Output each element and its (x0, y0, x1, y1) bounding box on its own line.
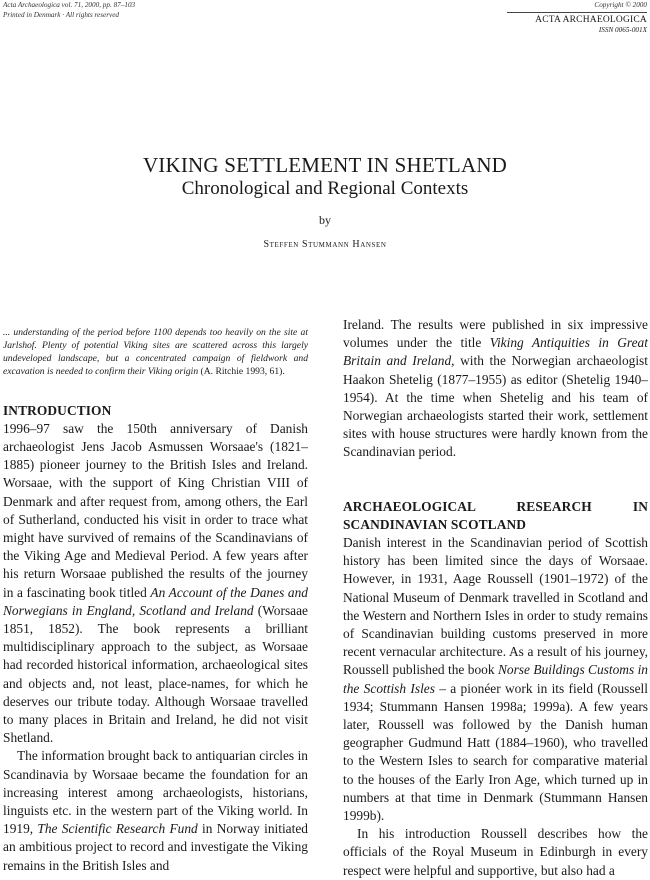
book-title: An Account of the Danes and Norwegians in England, Scotland and Ireland (3, 584, 308, 618)
journal-name: ACTA ARCHAEOLOGICA (535, 15, 647, 25)
running-header-right (507, 0, 647, 35)
paragraph-text: Ireland. The results were published in six impressive volumes under the title (343, 317, 648, 351)
paragraph-text: (Worsaae 1851, 1852). The book represents a brilliant multidisciplinary approach to the subject, as Worsaae had recorded historical information, archaeological sites and objects and, not least, place-names, for which he deserves our tribute today. Although Worsaae travelled to many places in Britain and Ireland, he did not visit Shetland. (3, 602, 308, 746)
book-title: Norse Buildings Customs in the Scottish Isles (343, 662, 649, 696)
copyright-notice: Copyright © 2000 (594, 1, 647, 9)
paragraph-text: 1996–97 saw the 150th anniversary of Danish archaeologist Jens Jacob Asmussen Worsaae's (1821–1885) pioneer journey to the British Isles and Ireland. Worsaae, with the support of King Christian VIII of Denmark and after request from, among others, the Earl of Sutherland, conducted his visit in order to trace what might have survived of remains of the Scandinavians of the Viking Age and Medieval Period. A few years after his return Worsaae published the results of the journey in a fascinating book titled (3, 420, 308, 600)
paragraph-text: The information brought back to antiquarian circles in Scandinavia by Worsaae became the foundation for an increasing interest among archaeologists, historians, linguists etc. in the western part of the Viking world. In 1919, (3, 748, 308, 837)
epigraph (3, 326, 308, 378)
journal-citation: Acta Archaeologica vol. 71, 2000, pp. 87–103 (3, 1, 136, 9)
paragraph (3, 747, 308, 874)
section-heading-archaeological-research: ARCHAEOLOGICAL RESEARCH IN SCANDINAVIAN SCOTLAND (343, 498, 648, 532)
author-name: Steffen Stummann Hansen (263, 239, 387, 250)
paragraph-text: – a pionéer work in its field (Roussell 1934; Stummann Hansen 1998a; 1999a). A few years later, Roussell was followed by the Danish human geographer Gudmund Hatt (1884–1960), who travelled to the Western Isles to search for comparative material to the houses of the Early Iron Age, which turned up in numbers at that time in Denmark (Stummann Hansen 1999b). (343, 680, 648, 824)
paragraph-text: , with the Norwegian archaeologist Haakon Shetelig (1877–1955) as editor (Shetelig 1940–1954). At the time when Shetelig and his team of Norwegian archaeologists started their work, settlement sites with house structures were hardly known from the Scandinavian period. (343, 353, 648, 460)
section-spacer (343, 462, 648, 498)
issn: ISSN 0065-001X (598, 26, 647, 34)
running-header-left (3, 0, 303, 20)
left-column (3, 316, 308, 875)
paragraph (343, 316, 648, 462)
paragraph (343, 534, 648, 825)
paragraph (3, 420, 308, 748)
paragraph-text: in Norway initiated an ambitious project to record and investigate the Viking remains in the British Isles and (3, 821, 308, 873)
section-heading-introduction: INTRODUCTION (3, 402, 112, 418)
title-block (0, 152, 650, 251)
byline-by: by (319, 213, 331, 227)
header-rule (507, 12, 647, 13)
paragraph-text: Danish interest in the Scandinavian period of Scottish history has been limited since the days of Worsaae. However, in 1931, Aage Roussell (1901–1972) of the National Museum of Denmark travelled in Scotland and the Western and Northern Isles in order to study remains of Scandinavian building customs preserved in more recent vernacular architecture. As a result of his journey, Roussell published the book (343, 535, 648, 678)
epigraph-text: ... understanding of the period before 1100 depends too heavily on the site at Jarlshof. Plenty of potential Viking sites are scattered across this largely undeveloped landscape, but a concentrated campaign of fieldwork and excavation is needed to confirm their Viking origin (3, 326, 308, 377)
paragraph: In his introduction Roussell describes how the officials of the Royal Museum in Edinburgh in every respect were helpful and supportive, but also had a (343, 826, 648, 878)
printing-note: Printed in Denmark · All rights reserved (3, 11, 119, 19)
epigraph-reference: (A. Ritchie 1993, 61). (198, 365, 285, 377)
organization-name: The Scientific Research Fund (37, 821, 198, 837)
article-subtitle: Chronological and Regional Contexts (181, 178, 469, 199)
article-title: VIKING SETTLEMENT IN SHETLAND (142, 153, 508, 177)
book-title: Viking Antiquities in Great Britain and Ireland (343, 335, 648, 369)
right-column (343, 316, 648, 880)
